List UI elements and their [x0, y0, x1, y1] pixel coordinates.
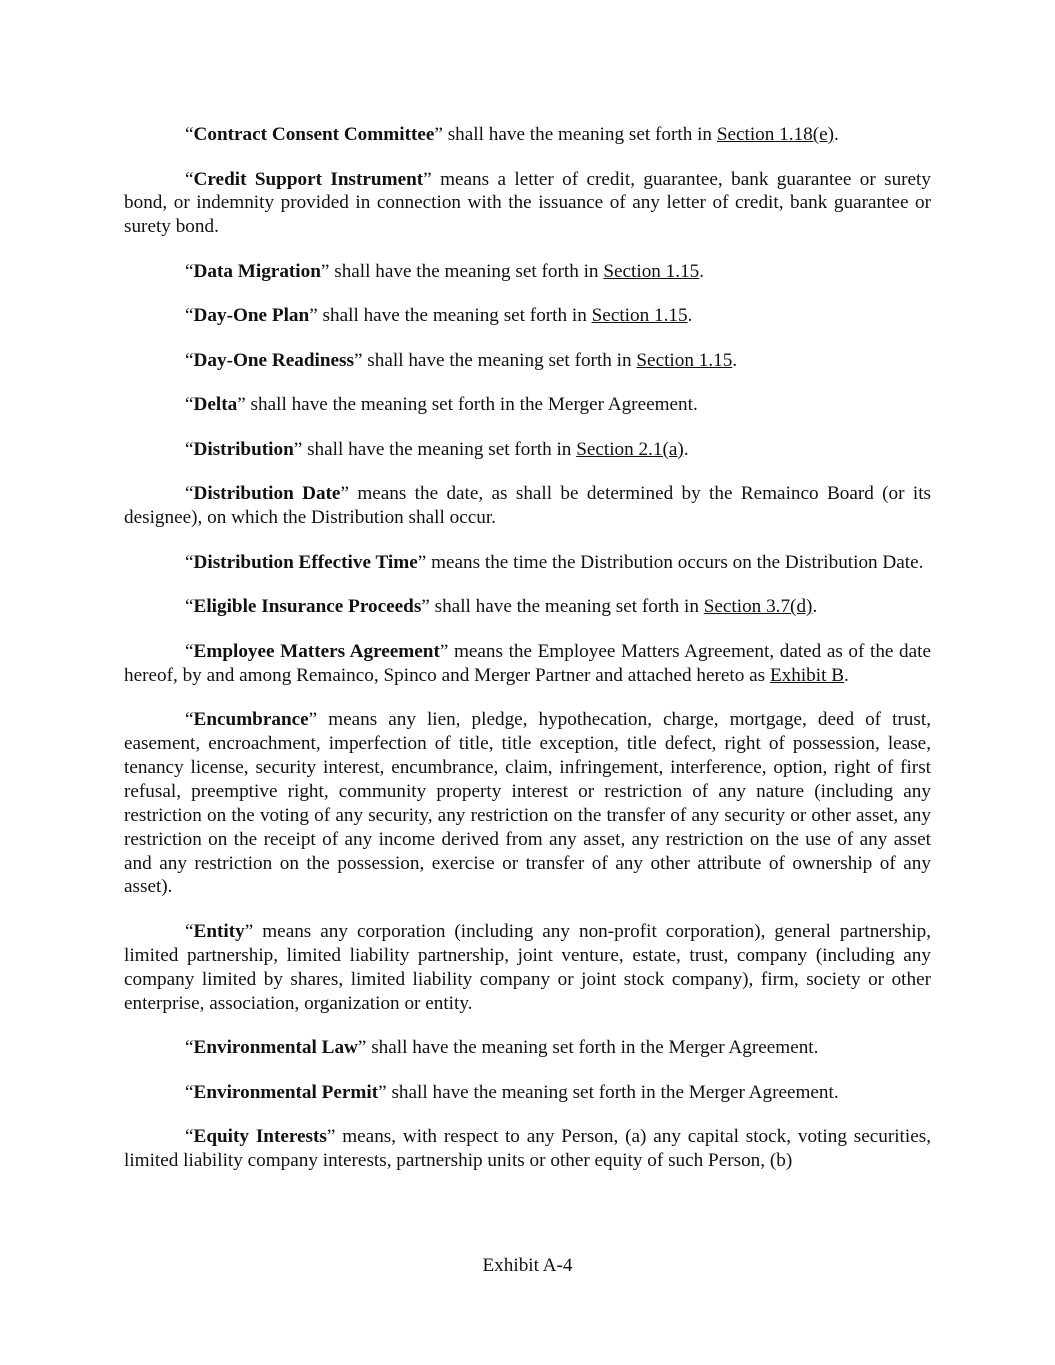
defined-term: Contract Consent Committee	[193, 124, 435, 145]
definition-paragraph: “Data Migration” shall have the meaning set forth in Section 1.15.	[185, 260, 705, 282]
page-footer: Exhibit A-4	[482, 1255, 573, 1276]
section-reference: Section 3.7(d)	[703, 596, 813, 618]
defined-term: Distribution	[193, 438, 294, 460]
definition-paragraph: “Employee Matters Agreement” means the Employee Matters Agreement, dated as of the date hereof, by and among Remainco, Spinco and Merger Partner and attached hereto as Exhibit B.	[124, 640, 931, 686]
definition-paragraph: “Encumbrance” means any lien, pledge, hypothecation, charge, mortgage, deed of trust, easement, encroachment, imperfection of title, title exception, title defect, right of possession, lease, tenancy license, security interest, encumbrance, claim, infringement, interference, option, right of first refusal, preemptive right, community property interest or restriction of any nature (including any restriction on the voting of any security, any restriction on the transfer of any security or other asset, any restriction on the receipt of any income derived from any asset, any restriction on the use of any asset and any restriction on the possession, exercise or transfer of any other attribute of ownership of any asset).	[124, 709, 931, 898]
definition-paragraph: “Delta” shall have the meaning set forth in the Merger Agreement.	[185, 394, 698, 416]
definition-paragraph: “Contract Consent Committee” shall have the meaning set forth in Section 1.18(e).	[185, 124, 839, 145]
definition-text: shall have the meaning set forth in	[429, 596, 704, 618]
definition-paragraph: “Environmental Law” shall have the meaning set forth in the Merger Agreement.	[185, 1037, 819, 1059]
definition-text: shall have the meaning set forth in	[329, 260, 604, 282]
definition-text: shall have the meaning set forth in	[302, 438, 577, 460]
defined-term: Day-One Readiness	[193, 349, 354, 371]
section-reference: Section 1.15	[603, 260, 700, 282]
defined-term: Credit Support Instrument	[193, 168, 424, 190]
definition-text: shall have the meaning set forth in	[317, 305, 592, 327]
defined-term: Environmental Law	[193, 1037, 358, 1059]
defined-term: Data Migration	[193, 260, 321, 282]
section-reference: Section 1.15	[636, 349, 733, 371]
definition-paragraph: “Credit Support Instrument” means a letter of credit, guarantee, bank guarantee or surety bond, or indemnity provided in connection with the issuance of any letter of credit, bank guarantee or surety bond.	[124, 168, 931, 238]
definition-text: shall have the meaning set forth in the Merger Agreement.	[245, 394, 698, 416]
defined-term: Employee Matters Agreement	[193, 640, 440, 662]
defined-term: Eligible Insurance Proceeds	[193, 596, 422, 618]
definition-paragraph: “Distribution Effective Time” means the time the Distribution occurs on the Distribution Date.	[185, 551, 924, 573]
section-reference: Section 1.15	[591, 305, 688, 327]
defined-term: Encumbrance	[193, 709, 309, 731]
definition-text: means the Employee Matters Agreement, dated as of the date hereof, by and among Remainco, Spinco and Merger Partner and attached hereto as	[124, 640, 931, 686]
definition-text: shall have the meaning set forth in the Merger Agreement.	[366, 1037, 819, 1059]
defined-term: Day-One Plan	[193, 305, 310, 327]
definition-text: means any lien, pledge, hypothecation, charge, mortgage, deed of trust, easement, encroachment, imperfection of title, title exception, title defect, right of possession, lease, tenancy license, security interest, encumbrance, claim, infringement, interference, option, right of first refusal, preemptive right, community property interest or restriction of any nature (including any restriction on the voting of any security, any restriction on the transfer of any security or other asset, any restriction on the receipt of any income derived from any asset, any restriction on the use of any asset and any restriction on the possession, exercise or transfer of any other attribute of ownership of any asset).	[124, 709, 931, 898]
definition-paragraph: “Environmental Permit” shall have the meaning set forth in the Merger Agreement.	[185, 1081, 839, 1103]
definition-paragraph: “Distribution Date” means the date, as shall be determined by the Remainco Board (or its designee), on which the Distribution shall occur.	[124, 483, 932, 529]
definition-paragraph: “Distribution” shall have the meaning set forth in Section 2.1(a).	[185, 438, 689, 460]
section-reference: Section 2.1(a)	[576, 438, 684, 460]
definition-paragraph: “Equity Interests” means, with respect to any Person, (a) any capital stock, voting securities, limited liability company interests, partnership units or other equity of such Person, (b)	[124, 1126, 931, 1172]
defined-term: Distribution Effective Time	[193, 551, 418, 573]
defined-term: Distribution Date	[193, 483, 341, 505]
definition-paragraph: “Eligible Insurance Proceeds” shall have the meaning set forth in Section 3.7(d).	[185, 596, 818, 618]
definition-text: means the time the Distribution occurs on the Distribution Date.	[426, 551, 924, 573]
definition-paragraph: “Entity” means any corporation (including any non-profit corporation), general partnership, limited partnership, limited liability partnership, joint venture, estate, trust, company (including any company limited by shares, limited liability company or joint stock company), firm, society or other enterprise, association, organization or entity.	[124, 920, 931, 1014]
document-page	[124, 123, 931, 1194]
definition-text: shall have the meaning set forth in	[362, 349, 637, 371]
definition-paragraph: “Day-One Readiness” shall have the meaning set forth in Section 1.15.	[185, 349, 738, 371]
defined-term: Equity Interests	[193, 1126, 327, 1148]
definition-text: means the date, as shall be determined by the Remainco Board (or its designee), on which the Distribution shall occur.	[124, 483, 932, 529]
exhibit-reference: Exhibit B	[769, 664, 845, 686]
definition-paragraph: “Day-One Plan” shall have the meaning set forth in Section 1.15.	[185, 305, 693, 327]
definition-text: shall have the meaning set forth in the Merger Agreement.	[386, 1081, 839, 1103]
section-reference: Section 1.18(e)	[716, 124, 835, 145]
defined-term: Delta	[193, 394, 238, 416]
defined-term: Environmental Permit	[193, 1081, 379, 1103]
definition-text: means, with respect to any Person, (a) any capital stock, voting securities, limited liability company interests, partnership units or other equity of such Person, (b)	[124, 1126, 931, 1172]
definition-text: means a letter of credit, guarantee, bank guarantee or surety bond, or indemnity provided in connection with the issuance of any letter of credit, bank guarantee or surety bond.	[124, 168, 931, 238]
definition-text: means any corporation (including any non-profit corporation), general partnership, limited partnership, limited liability partnership, joint venture, estate, trust, company (including any company limited by shares, limited liability company or joint stock company), firm, society or other enterprise, association, organization or entity.	[124, 920, 931, 1014]
defined-term: Entity	[193, 920, 245, 942]
definition-text: shall have the meaning set forth in	[442, 124, 717, 145]
